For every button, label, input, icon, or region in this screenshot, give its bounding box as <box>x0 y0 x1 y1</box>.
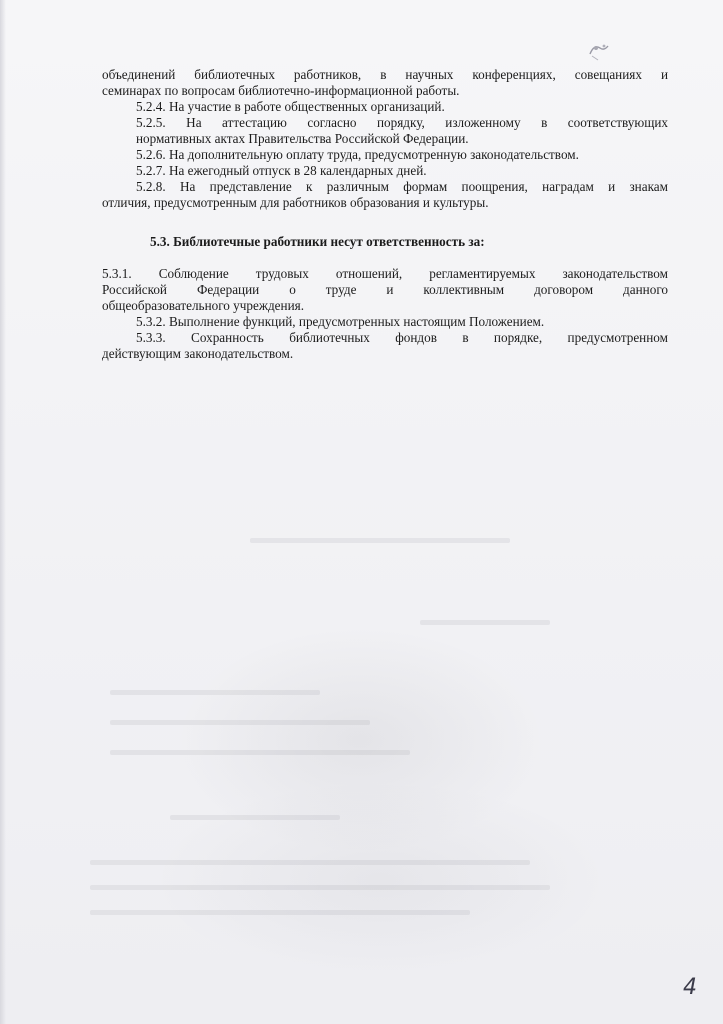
clause-5-2-5-line-1: 5.2.5. На аттестацию согласно порядку, изложенному в соответствующих <box>136 115 668 130</box>
bleed-through-line <box>110 750 410 755</box>
clause-5-3-3-line-2: действующим законодательством. <box>102 346 294 361</box>
section-heading-5-3: 5.3. Библиотечные работники несут ответственность за: <box>150 234 485 249</box>
clause-5-2-6: 5.2.6. На дополнительную оплату труда, предусмотренную законодательством. <box>136 147 579 162</box>
clause-5-3-2: 5.3.2. Выполнение функций, предусмотренных настоящим Положением. <box>136 314 545 329</box>
bleed-through-line <box>90 885 550 890</box>
clause-5-2-8-line-1: 5.2.8. На представление к различным формам поощрения, наградам и знакам <box>136 179 668 194</box>
ink-stamp-mark <box>580 40 620 62</box>
bleed-through-line <box>420 620 550 625</box>
clause-5-3-3-line-1: 5.3.3. Сохранность библиотечных фондов в порядке, предусмотренном <box>136 330 668 345</box>
clause-5-3-1-line-1: 5.3.1. Соблюдение трудовых отношений, регламентируемых законодательством <box>102 266 668 281</box>
bleed-through-line <box>90 910 470 915</box>
clause-5-2-7: 5.2.7. На ежегодный отпуск в 28 календарных дней. <box>136 163 427 178</box>
clause-5-3-1-line-2: Российской Федерации о труде и коллективным договором данного <box>102 282 668 297</box>
section-5-3-body <box>102 266 668 362</box>
bleed-through-line <box>170 815 340 820</box>
clause-5-2-8-line-2: отличия, предусмотренным для работников образования и культуры. <box>102 195 489 210</box>
clause-5-2-5-line-2: нормативных актах Правительства Российской Федерации. <box>136 131 469 146</box>
handwritten-page-number: 4 <box>683 975 697 1000</box>
bleed-through-line <box>110 720 370 725</box>
clause-5-2-4: 5.2.4. На участие в работе общественных организаций. <box>136 99 445 114</box>
bleed-through-line <box>110 690 320 695</box>
bleed-through-line <box>90 860 530 865</box>
clause-5-3-1-line-3: общеобразовательного учреждения. <box>102 298 305 313</box>
rights-line-1: объединений библиотечных работников, в научных конференциях, совещаниях и <box>102 67 668 82</box>
bleed-through-line <box>250 538 510 543</box>
scan-edge-shadow <box>0 0 6 1024</box>
section-5-2-continuation <box>102 67 668 211</box>
rights-line-2: семинарах по вопросам библиотечно-информационной работы. <box>102 83 460 98</box>
